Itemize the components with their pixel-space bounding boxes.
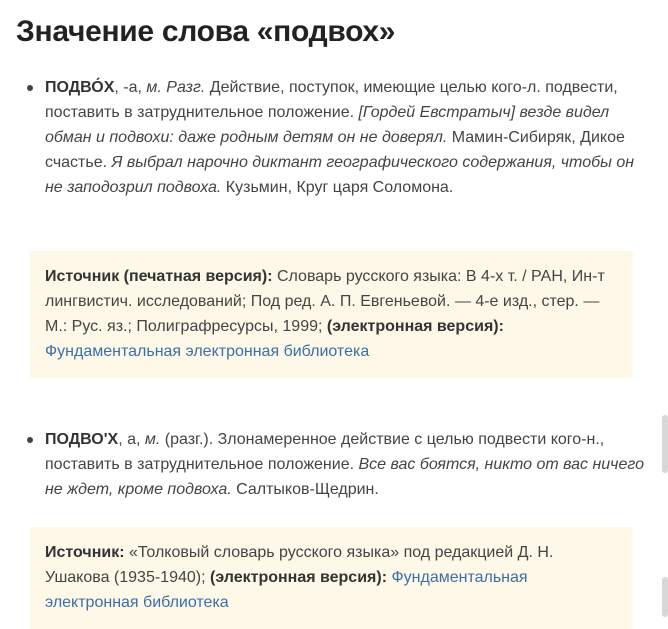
- source-label: Источник:: [45, 544, 125, 561]
- bullet-icon: [27, 85, 33, 91]
- italic-text: Я выбрал нарочно диктант географического содержания, чтобы он не заподозрил подвоха.: [45, 154, 635, 196]
- headword: ПОДВО'Х: [45, 431, 119, 448]
- plain-text: Словарь русского языка: В 4-х т. / РАН, Ин-т лингвистич. исследований; Под ред. А. П. Евгеньевой. — 4-е изд., стер. — М.: Рус. яз.; Полиграфресурсы, 1999;: [45, 268, 605, 335]
- definition-entry-2: [45, 427, 645, 502]
- plain-text: (разг.). Злонамеренное действие с целью подвести кого-н., поставить в затруднительное положение.: [45, 431, 605, 473]
- library-link[interactable]: Фундаментальная электронная библиотека: [45, 569, 528, 611]
- plain-text: , а,: [118, 431, 145, 448]
- plain-text: Кузьмин, Круг царя Соломона.: [221, 179, 454, 196]
- scrollbar-thumb[interactable]: [662, 415, 668, 473]
- plain-text: Мамин-Сибиряк, Дикое счастье.: [45, 129, 625, 171]
- italic-text: м. Разг.: [146, 79, 206, 96]
- library-link[interactable]: Фундаментальная электронная библиотека: [45, 343, 370, 360]
- source-label: Источник (печатная версия):: [45, 268, 273, 285]
- italic-text: Все вас боятся, никто от вас ничего не ждет, кроме подвоха.: [45, 456, 644, 498]
- definition-text: [45, 431, 644, 498]
- source-label: (электронная версия):: [209, 569, 388, 586]
- italic-text: м.: [144, 431, 161, 448]
- source-label: (электронная версия):: [326, 318, 504, 335]
- source-text: [45, 544, 553, 611]
- source-text: [45, 268, 605, 360]
- definition-text: [45, 79, 634, 196]
- plain-text: Салтыков-Щедрин.: [231, 481, 379, 498]
- source-box-2: [30, 527, 633, 629]
- bullet-icon: [27, 437, 33, 443]
- plain-text: , -а,: [114, 79, 147, 96]
- definition-entry-1: [45, 75, 645, 200]
- source-box-1: [30, 251, 633, 378]
- page-title: Значение слова «подвох»: [16, 15, 396, 48]
- plain-text: «Толковый словарь русского языка» под редакцией Д. Н. Ушакова (1935-1940);: [45, 544, 554, 586]
- italic-text: [Гордей Евстратыч] везде видел обман и подвохи: даже родным детям он не доверял.: [45, 104, 610, 146]
- headword: ПОДВО́Х: [45, 79, 115, 96]
- plain-text: Действие, поступок, имеющие целью кого-л. подвести, поставить в затруднительное положение.: [45, 79, 618, 121]
- scrollbar-thumb-lower[interactable]: [662, 577, 668, 617]
